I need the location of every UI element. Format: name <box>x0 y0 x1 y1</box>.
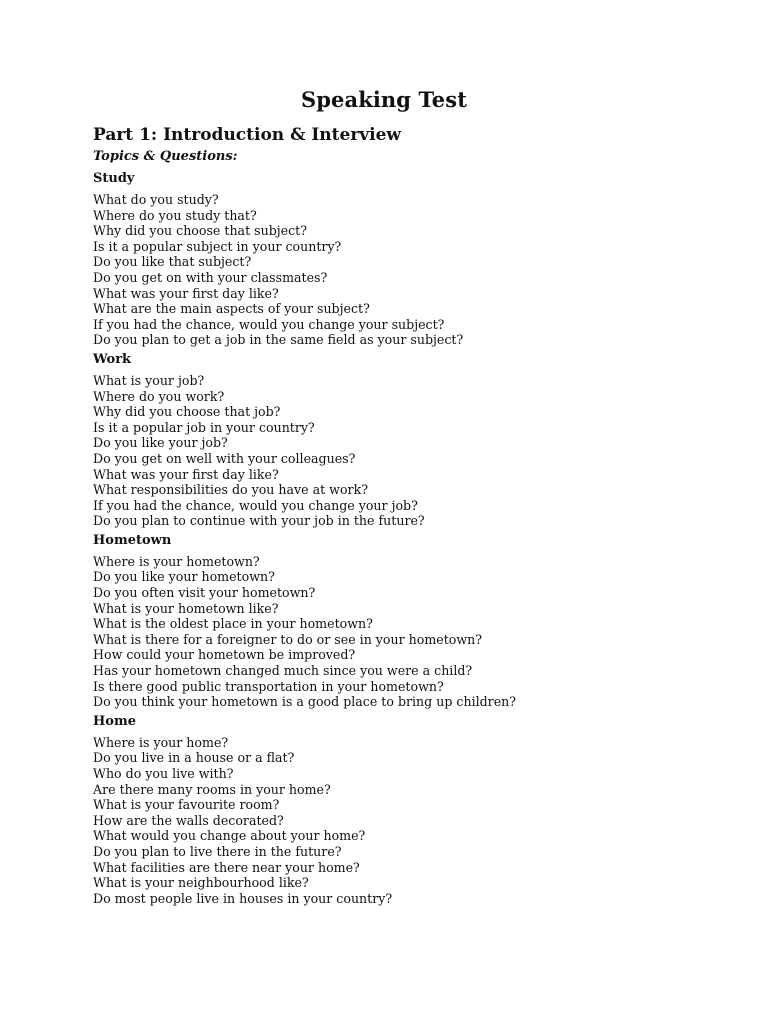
section-heading: Work <box>93 351 132 367</box>
question-item: Where is your hometown? <box>93 553 260 569</box>
question-list <box>93 735 713 907</box>
section-heading: Home <box>93 713 136 729</box>
question-item: What would you change about your home? <box>93 828 366 844</box>
question-item: Do you get on well with your colleagues? <box>93 450 356 466</box>
question-list <box>93 373 713 529</box>
question-item: Is it a popular subject in your country? <box>93 238 342 254</box>
question-item: Do you plan to live there in the future? <box>93 843 342 859</box>
question-item: Where do you study that? <box>93 207 257 223</box>
question-item: What is your favourite room? <box>93 797 280 813</box>
question-item: Do you plan to get a job in the same field as your subject? <box>93 332 464 348</box>
question-item: Where do you work? <box>93 388 225 404</box>
question-list <box>93 554 713 710</box>
question-item: Has your hometown changed much since you were a child? <box>93 663 473 679</box>
section-home <box>93 713 713 907</box>
question-item: What is your hometown like? <box>93 600 279 616</box>
section-heading: Hometown <box>93 532 172 548</box>
question-item: Do you like that subject? <box>93 254 252 270</box>
question-item: Is there good public transportation in your hometown? <box>93 678 444 694</box>
section-hometown <box>93 532 713 710</box>
section-heading: Study <box>93 171 135 186</box>
question-item: Why did you choose that subject? <box>93 223 307 239</box>
question-item: What responsibilities do you have at work? <box>93 482 368 498</box>
section-study <box>93 170 713 348</box>
question-item: What do you study? <box>93 192 219 207</box>
document-content <box>93 124 713 909</box>
question-item: What are the main aspects of your subject? <box>93 301 370 317</box>
question-item: Do you often visit your hometown? <box>93 585 316 601</box>
question-item: What is your neighbourhood like? <box>93 875 309 891</box>
question-item: Do you live in a house or a flat? <box>93 750 295 766</box>
question-item: What facilities are there near your home? <box>93 859 360 875</box>
question-item: What is your job? <box>93 372 205 388</box>
section-work <box>93 351 713 529</box>
topics-subheading: Topics & Questions: <box>93 149 238 164</box>
question-item: What was your first day like? <box>93 466 279 482</box>
question-list <box>93 192 713 348</box>
question-item: What is there for a foreigner to do or see in your hometown? <box>93 631 483 647</box>
question-item: Do you like your job? <box>93 435 228 451</box>
page-title: Speaking Test <box>300 87 467 112</box>
part-heading: Part 1: Introduction & Interview <box>93 125 402 145</box>
question-item: How are the walls decorated? <box>93 812 284 828</box>
question-item: What is the oldest place in your hometown? <box>93 616 373 632</box>
question-item: Who do you live with? <box>93 766 234 781</box>
question-item: Do you think your hometown is a good place to bring up children? <box>93 694 517 710</box>
question-item: What was your first day like? <box>93 285 279 301</box>
question-item: Do most people live in houses in your country? <box>93 890 393 906</box>
question-item: Why did you choose that job? <box>93 404 281 420</box>
question-item: Do you get on with your classmates? <box>93 269 328 285</box>
question-item: Where is your home? <box>93 734 229 750</box>
question-item: Are there many rooms in your home? <box>93 781 331 797</box>
question-item: If you had the chance, would you change your subject? <box>93 316 445 332</box>
question-item: How could your hometown be improved? <box>93 647 356 663</box>
question-item: Is it a popular job in your country? <box>93 419 315 435</box>
question-item: If you had the chance, would you change your job? <box>93 497 418 513</box>
question-item: Do you plan to continue with your job in the future? <box>93 513 425 529</box>
question-item: Do you like your hometown? <box>93 569 275 585</box>
